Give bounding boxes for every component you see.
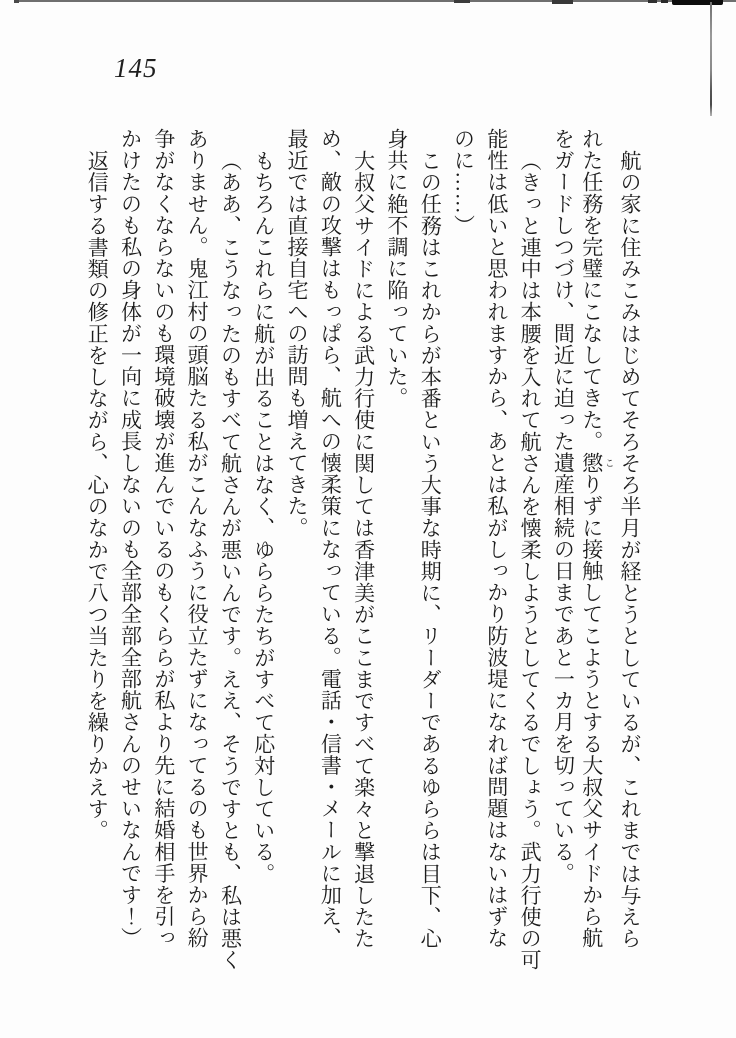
text-line [346, 128, 379, 986]
text-segment: （ああ、こうなったのもすべて航さんが悪いんです。ええ、そうですとも、私は悪く [218, 149, 243, 971]
text-line [513, 128, 546, 986]
text-segment: 返信する書類の修正をしながら、心のなかで八つ当たりを繰りかえす。 [85, 149, 110, 841]
scan-mark [454, 0, 470, 3]
text-line [213, 128, 246, 986]
text-segment: 最近では直接自宅への訪問も増えてきた。 [285, 128, 310, 539]
text-line [579, 128, 612, 986]
text-segment: め、敵の攻撃はもっぱら、航への懐柔策になっている。電話・信書・メールに加え、 [318, 128, 343, 949]
text-line [546, 128, 579, 986]
scan-vertical-line [710, 2, 712, 116]
text-line [613, 128, 646, 986]
scan-blob [672, 0, 723, 5]
text-line [180, 128, 213, 986]
furigana: こ [602, 452, 613, 474]
text-segment: ありません。鬼江村の頭脳たる私がこんなふうに役立たずになってるのも世界から紛 [185, 128, 210, 949]
text-segment: りずに接触してこようとする大叔父サイドから航 [579, 473, 604, 949]
text-segment: をガードしつづけ、間近に迫った遺産相続の日まであと一カ月を切っている。 [551, 128, 576, 884]
text-segment: 身共に絶不調に陥っていた。 [384, 128, 409, 409]
text-segment: 能性は低いと思われますから、あとは私がしっかり防波堤になれば問題はないはずな [484, 128, 509, 949]
text-segment: 大叔父サイドによる武力行使に関しては香津美がここまですべて楽々と撃退したた [351, 149, 376, 949]
text-line [113, 128, 146, 986]
text-segment: 争がなくならないのも環境破壊が進んでいるのもくららが私より先に結婚相手を引っ [151, 128, 176, 949]
page-number: 145 [114, 53, 158, 83]
text-segment: この任務はこれからが本番という大事な時期に、リーダーであるゆららは目下、心 [418, 149, 443, 949]
ruby-annotated-text: 懲 こ [579, 452, 613, 474]
scan-mark [661, 0, 668, 3]
text-line [246, 128, 279, 986]
text-segment: かけたのも私の身体が一向に成長しないのも全部全部全部航さんのせいなんです！） [118, 128, 143, 949]
text-segment: れた任務を完璧にこなしてきた。 [579, 128, 604, 452]
text-line [446, 128, 479, 986]
text-segment: 航の家に住みこみはじめてそろそろ半月が経とうとしているが、これまでは与えら [618, 149, 642, 949]
scan-edge-line [14, 0, 736, 2]
text-line [147, 128, 180, 986]
text-line [80, 128, 113, 986]
scan-mark [552, 0, 573, 4]
scan-mark [648, 0, 657, 3]
text-line [480, 128, 513, 986]
text-line [280, 128, 313, 986]
body-text [79, 128, 646, 986]
scan-mark [14, 0, 19, 3]
text-line [380, 128, 413, 986]
text-line [313, 128, 346, 986]
text-line [413, 128, 446, 986]
text-segment: （きっと連中は本腰を入れて航さんを懐柔しようとしてくるでしょう。武力行使の可 [518, 149, 543, 971]
text-segment: もちろんこれらに航が出ることはなく、ゆららたちがすべて応対している。 [251, 149, 276, 884]
text-segment: のに……） [451, 128, 476, 236]
